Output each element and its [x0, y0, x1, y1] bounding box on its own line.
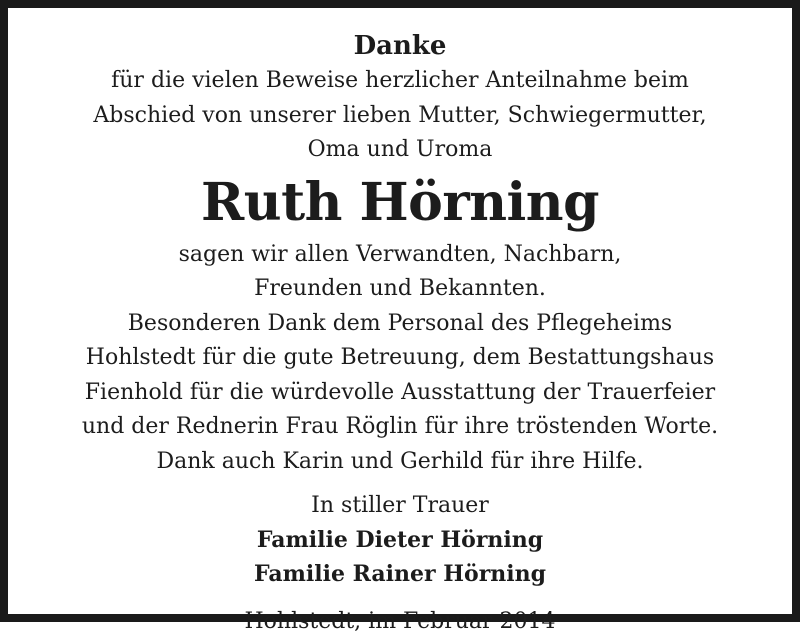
thanks-line: Dank auch Karin und Gerhild für ihre Hilfe. [156, 448, 644, 474]
family-name: Familie Dieter Hörning [256, 527, 544, 553]
intro-line: Abschied von unserer lieben Mutter, Schwiegermutter, [93, 102, 707, 128]
thanks-line: sagen wir allen Verwandten, Nachbarn, [178, 241, 622, 267]
family-name: Familie Rainer Hörning [253, 561, 547, 587]
deceased-name: Ruth Hörning [201, 171, 599, 233]
intro-text [16, 64, 784, 168]
thanks-text [16, 238, 784, 480]
thanks-line: und der Rednerin Frau Röglin für ihre tröstenden Worte. [81, 414, 719, 439]
thanks-line: Freunden und Bekannten. [254, 276, 546, 301]
place-date: Hohlstedt, im Februar 2014 [244, 609, 556, 634]
thanks-line: Besonderen Dank dem Personal des Pflegeheims [127, 310, 673, 336]
intro-line: Oma und Uroma [307, 137, 493, 162]
thanks-line: Hohlstedt für die gute Betreuung, dem Bestattungshaus [85, 345, 715, 370]
mourning-phrase: In stiller Trauer [311, 493, 489, 518]
notice-title: Danke [353, 31, 447, 61]
notice-content [16, 28, 784, 639]
intro-line: für die vielen Beweise herzlicher Anteilnahme beim [111, 68, 689, 93]
thanks-line: Fienhold für die würdevolle Ausstattung der Trauerfeier [84, 379, 716, 405]
